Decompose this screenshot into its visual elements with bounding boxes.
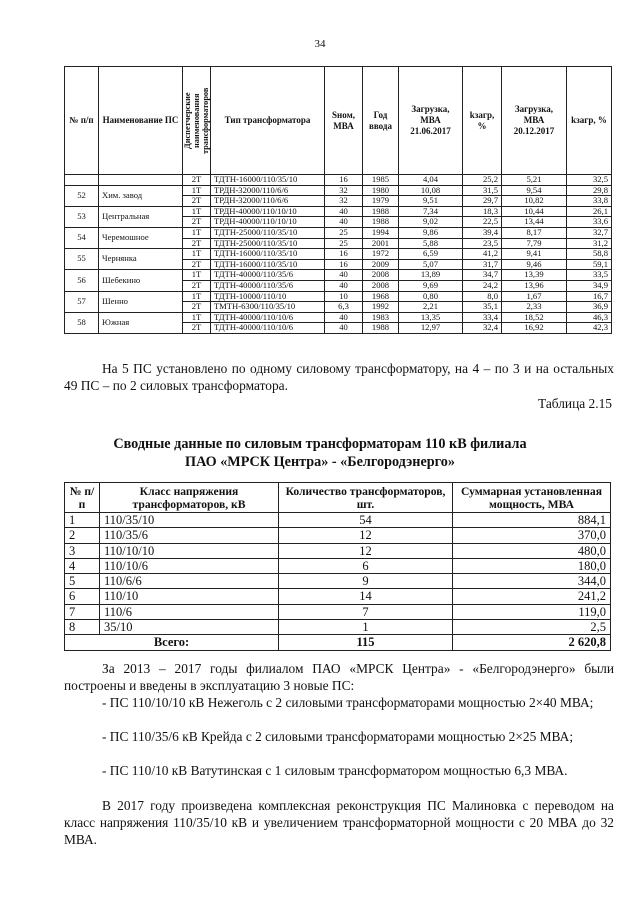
load-factor-december: 29,8 xyxy=(567,185,612,196)
substation-name xyxy=(99,175,183,186)
load-december: 13,96 xyxy=(502,280,567,291)
load-june: 10,08 xyxy=(399,185,463,196)
summary-header-num: № п/п xyxy=(65,483,100,513)
table-row xyxy=(65,312,612,323)
transformer-quantity: 1 xyxy=(279,620,453,635)
voltage-class: 110/10 xyxy=(100,589,279,604)
commission-year: 1979 xyxy=(363,196,399,207)
summary-row xyxy=(65,513,611,528)
voltage-class: 110/6/6 xyxy=(100,574,279,589)
transformer-quantity: 6 xyxy=(279,558,453,573)
table-row xyxy=(65,227,612,238)
summary-header-power: Суммарная установленная мощность, МВА xyxy=(453,483,611,513)
commission-year: 2008 xyxy=(363,280,399,291)
substation-name: Южная xyxy=(99,312,183,333)
voltage-class: 35/10 xyxy=(100,620,279,635)
summary-row xyxy=(65,604,611,619)
transformer-type: ТДТН-40000/110/10/6 xyxy=(211,323,325,334)
table-row xyxy=(65,291,612,302)
transformer-type: ТРДН-32000/110/6/6 xyxy=(211,185,325,196)
load-december: 18,52 xyxy=(502,312,567,323)
voltage-class: 110/6 xyxy=(100,604,279,619)
summary-row xyxy=(65,620,611,635)
substation-name: Центральная xyxy=(99,206,183,227)
transformer-quantity: 12 xyxy=(279,528,453,543)
installed-power: 344,0 xyxy=(453,574,611,589)
transformer-type: ТДТН-40000/110/35/6 xyxy=(211,280,325,291)
load-factor-december: 32,5 xyxy=(567,175,612,186)
load-factor-december: 32,7 xyxy=(567,227,612,238)
table-title-line2: ПАО «МРСК Центра» - «Белгородэнерго» xyxy=(185,454,455,470)
load-june: 9,02 xyxy=(399,217,463,228)
load-factor-december: 16,7 xyxy=(567,291,612,302)
load-june: 0,80 xyxy=(399,291,463,302)
installed-power: 480,0 xyxy=(453,543,611,558)
paragraph-transformer-count: На 5 ПС установлено по одному силовому трансформатору, на 4 – по 3 и на остальных 49 ПС – по 2 силовых трансформатора. xyxy=(64,361,614,393)
header-s-nom: Sном, МВА xyxy=(325,67,363,175)
summary-total-row xyxy=(65,635,611,650)
header-type: Тип трансформатора xyxy=(211,67,325,175)
load-factor-june: 25,2 xyxy=(463,175,502,186)
nominal-power: 10 xyxy=(325,291,363,302)
table-row xyxy=(65,185,612,196)
summary-row xyxy=(65,574,611,589)
load-june: 13,35 xyxy=(399,312,463,323)
commission-year: 1994 xyxy=(363,227,399,238)
transformer-type: ТДТН-10000/110/10 xyxy=(211,291,325,302)
row-number: 6 xyxy=(65,589,100,604)
transformer-type: ТДТН-25000/110/35/10 xyxy=(211,238,325,249)
load-factor-december: 31,2 xyxy=(567,238,612,249)
table-header-row xyxy=(65,67,612,175)
total-power: 2 620,8 xyxy=(453,635,611,650)
table-row xyxy=(65,206,612,217)
dispatch-name: 1Т xyxy=(183,185,211,196)
load-december: 9,46 xyxy=(502,259,567,270)
voltage-class: 110/10/10 xyxy=(100,543,279,558)
bullet-nezhegol: - ПС 110/10/10 кВ Нежеголь с 2 силовыми трансформаторами мощностью 2×40 МВА; xyxy=(102,695,594,710)
summary-table xyxy=(64,482,611,651)
transformer-type: ТДТН-16000/110/35/10 xyxy=(211,175,325,186)
dispatch-name: 1Т xyxy=(183,249,211,260)
substation-number: 53 xyxy=(65,206,99,227)
voltage-class: 110/10/6 xyxy=(100,558,279,573)
substation-number: 52 xyxy=(65,185,99,206)
load-december: 1,67 xyxy=(502,291,567,302)
table-caption: Таблица 2.15 xyxy=(537,396,612,411)
load-factor-december: 42,3 xyxy=(567,323,612,334)
transformer-type: ТДТН-16000/110/35/10 xyxy=(211,249,325,260)
load-factor-june: 35,1 xyxy=(463,302,502,313)
nominal-power: 32 xyxy=(325,196,363,207)
installed-power: 180,0 xyxy=(453,558,611,573)
transformer-quantity: 7 xyxy=(279,604,453,619)
row-number: 1 xyxy=(65,513,100,528)
load-december: 16,92 xyxy=(502,323,567,334)
substation-name: Черемошное xyxy=(99,227,183,248)
load-june: 9,69 xyxy=(399,280,463,291)
transformer-type: ТРДН-32000/110/6/6 xyxy=(211,196,325,207)
load-december: 9,54 xyxy=(502,185,567,196)
dispatch-name: 1Т xyxy=(183,227,211,238)
load-factor-december: 46,3 xyxy=(567,312,612,323)
dispatch-name: 1Т xyxy=(183,291,211,302)
dispatch-name: 2Т xyxy=(183,238,211,249)
commission-year: 1968 xyxy=(363,291,399,302)
installed-power: 119,0 xyxy=(453,604,611,619)
dispatch-name: 1Т xyxy=(183,206,211,217)
commission-year: 1983 xyxy=(363,312,399,323)
table-row xyxy=(65,270,612,281)
dispatch-name: 2Т xyxy=(183,259,211,270)
load-factor-december: 26,1 xyxy=(567,206,612,217)
summary-header-qty: Количество трансформаторов, шт. xyxy=(279,483,453,513)
transformer-type: ТРДН-40000/110/10/10 xyxy=(211,217,325,228)
load-factor-june: 18,3 xyxy=(463,206,502,217)
dispatch-name: 2Т xyxy=(183,175,211,186)
nominal-power: 40 xyxy=(325,280,363,291)
row-number: 7 xyxy=(65,604,100,619)
dispatch-name: 2Т xyxy=(183,302,211,313)
installed-power: 2,5 xyxy=(453,620,611,635)
row-number: 4 xyxy=(65,558,100,573)
table-row xyxy=(65,249,612,260)
load-factor-june: 23,5 xyxy=(463,238,502,249)
load-june: 2,21 xyxy=(399,302,463,313)
nominal-power: 40 xyxy=(325,270,363,281)
transformer-quantity: 12 xyxy=(279,543,453,558)
commission-year: 1985 xyxy=(363,175,399,186)
bullet-kreyda: - ПС 110/35/6 кВ Крейда с 2 силовыми трансформаторами мощностью 2×25 МВА; xyxy=(102,729,574,744)
load-december: 10,44 xyxy=(502,206,567,217)
header-k2: kзагр, % xyxy=(567,67,612,175)
summary-row xyxy=(65,558,611,573)
load-factor-december: 34,9 xyxy=(567,280,612,291)
load-factor-june: 39,4 xyxy=(463,227,502,238)
row-number: 5 xyxy=(65,574,100,589)
commission-year: 1992 xyxy=(363,302,399,313)
load-factor-june: 31,5 xyxy=(463,185,502,196)
commission-year: 1988 xyxy=(363,323,399,334)
dispatch-name: 1Т xyxy=(183,270,211,281)
nominal-power: 16 xyxy=(325,175,363,186)
load-factor-december: 33,8 xyxy=(567,196,612,207)
substation-number: 57 xyxy=(65,291,99,312)
row-number: 3 xyxy=(65,543,100,558)
load-june: 12,97 xyxy=(399,323,463,334)
summary-header-class: Класс напряжения трансформаторов, кВ xyxy=(100,483,279,513)
nominal-power: 40 xyxy=(325,312,363,323)
substation-number xyxy=(65,175,99,186)
header-name: Наименование ПС xyxy=(99,67,183,175)
dispatch-name: 2Т xyxy=(183,196,211,207)
installed-power: 241,2 xyxy=(453,589,611,604)
load-factor-june: 33,4 xyxy=(463,312,502,323)
dispatch-name: 1Т xyxy=(183,312,211,323)
table-row xyxy=(65,175,612,186)
load-june: 9,86 xyxy=(399,227,463,238)
transformer-type: ТДТН-16000/110/35/10 xyxy=(211,259,325,270)
row-number: 8 xyxy=(65,620,100,635)
voltage-class: 110/35/10 xyxy=(100,513,279,528)
substation-number: 56 xyxy=(65,270,99,291)
load-june: 5,07 xyxy=(399,259,463,270)
commission-year: 2009 xyxy=(363,259,399,270)
header-load2: Загрузка, МВА 20.12.2017 xyxy=(502,67,567,175)
header-year: Год ввода xyxy=(363,67,399,175)
nominal-power: 25 xyxy=(325,227,363,238)
load-factor-june: 22,5 xyxy=(463,217,502,228)
commission-year: 1980 xyxy=(363,185,399,196)
table-title-line1: Сводные данные по силовым трансформаторам 110 кВ филиала xyxy=(113,436,527,452)
load-factor-june: 29,7 xyxy=(463,196,502,207)
commission-year: 1988 xyxy=(363,206,399,217)
dispatch-name: 2Т xyxy=(183,217,211,228)
installed-power: 370,0 xyxy=(453,528,611,543)
dispatch-name: 2Т xyxy=(183,323,211,334)
nominal-power: 25 xyxy=(325,238,363,249)
summary-row xyxy=(65,543,611,558)
load-december: 8,17 xyxy=(502,227,567,238)
paragraph-reconstruction: В 2017 году произведена комплексная реконструкция ПС Малиновка с переводом на класс напряжения 110/35/10 кВ и увеличением трансформаторной мощности с 20 МВА до 32 МВА. xyxy=(64,798,614,847)
load-june: 13,89 xyxy=(399,270,463,281)
load-june: 4,04 xyxy=(399,175,463,186)
transformer-quantity: 14 xyxy=(279,589,453,604)
load-june: 7,34 xyxy=(399,206,463,217)
load-december: 5,21 xyxy=(502,175,567,186)
header-dispatch: Диспетчерские наименования трансформаторов xyxy=(183,67,211,175)
transformer-type: ТДТН-40000/110/10/6 xyxy=(211,312,325,323)
load-factor-december: 58,8 xyxy=(567,249,612,260)
load-december: 9,41 xyxy=(502,249,567,260)
commission-year: 1988 xyxy=(363,217,399,228)
load-factor-june: 32,4 xyxy=(463,323,502,334)
dispatch-name: 2Т xyxy=(183,280,211,291)
load-june: 5,88 xyxy=(399,238,463,249)
nominal-power: 16 xyxy=(325,249,363,260)
commission-year: 1972 xyxy=(363,249,399,260)
substation-number: 58 xyxy=(65,312,99,333)
bullet-vatutinskaya: - ПС 110/10 кВ Ватутинская с 1 силовым трансформатором мощностью 6,3 МВА. xyxy=(102,763,568,778)
transformer-type: ТДТН-40000/110/35/6 xyxy=(211,270,325,281)
nominal-power: 32 xyxy=(325,185,363,196)
load-factor-june: 41,2 xyxy=(463,249,502,260)
load-december: 13,39 xyxy=(502,270,567,281)
paragraph-new-substations: За 2013 – 2017 годы филиалом ПАО «МРСК Центра» - «Белгородэнерго» были построены и введены в эксплуатацию 3 новые ПС: xyxy=(64,661,614,693)
summary-row xyxy=(65,528,611,543)
load-factor-june: 8,0 xyxy=(463,291,502,302)
transformer-quantity: 54 xyxy=(279,513,453,528)
commission-year: 2008 xyxy=(363,270,399,281)
nominal-power: 40 xyxy=(325,217,363,228)
header-k1: kзагр, % xyxy=(463,67,502,175)
transformer-type: ТДТН-25000/110/35/10 xyxy=(211,227,325,238)
installed-power: 884,1 xyxy=(453,513,611,528)
load-june: 6,59 xyxy=(399,249,463,260)
load-december: 13,44 xyxy=(502,217,567,228)
load-factor-december: 33,6 xyxy=(567,217,612,228)
transformer-load-table xyxy=(64,66,612,334)
total-quantity: 115 xyxy=(279,635,453,650)
nominal-power: 6,3 xyxy=(325,302,363,313)
load-factor-june: 31,7 xyxy=(463,259,502,270)
commission-year: 2001 xyxy=(363,238,399,249)
nominal-power: 16 xyxy=(325,259,363,270)
substation-number: 54 xyxy=(65,227,99,248)
load-factor-december: 59,1 xyxy=(567,259,612,270)
summary-header-row xyxy=(65,483,611,513)
load-factor-june: 24,2 xyxy=(463,280,502,291)
load-factor-december: 33,5 xyxy=(567,270,612,281)
header-load1: Загрузка, МВА 21.06.2017 xyxy=(399,67,463,175)
load-december: 10,82 xyxy=(502,196,567,207)
load-december: 2,33 xyxy=(502,302,567,313)
nominal-power: 40 xyxy=(325,206,363,217)
voltage-class: 110/35/6 xyxy=(100,528,279,543)
load-factor-june: 34,7 xyxy=(463,270,502,281)
load-december: 7,79 xyxy=(502,238,567,249)
substation-name: Шенно xyxy=(99,291,183,312)
transformer-type: ТМТН-6300/110/35/10 xyxy=(211,302,325,313)
substation-name: Шебекино xyxy=(99,270,183,291)
substation-number: 55 xyxy=(65,249,99,270)
transformer-quantity: 9 xyxy=(279,574,453,589)
load-factor-december: 36,9 xyxy=(567,302,612,313)
total-label: Всего: xyxy=(65,635,279,650)
row-number: 2 xyxy=(65,528,100,543)
summary-row xyxy=(65,589,611,604)
transformer-type: ТРДН-40000/110/10/10 xyxy=(211,206,325,217)
load-june: 9,51 xyxy=(399,196,463,207)
page-number: 34 xyxy=(314,38,326,50)
substation-name: Чернянка xyxy=(99,249,183,270)
header-num: № п/п xyxy=(65,67,99,175)
substation-name: Хим. завод xyxy=(99,185,183,206)
nominal-power: 40 xyxy=(325,323,363,334)
